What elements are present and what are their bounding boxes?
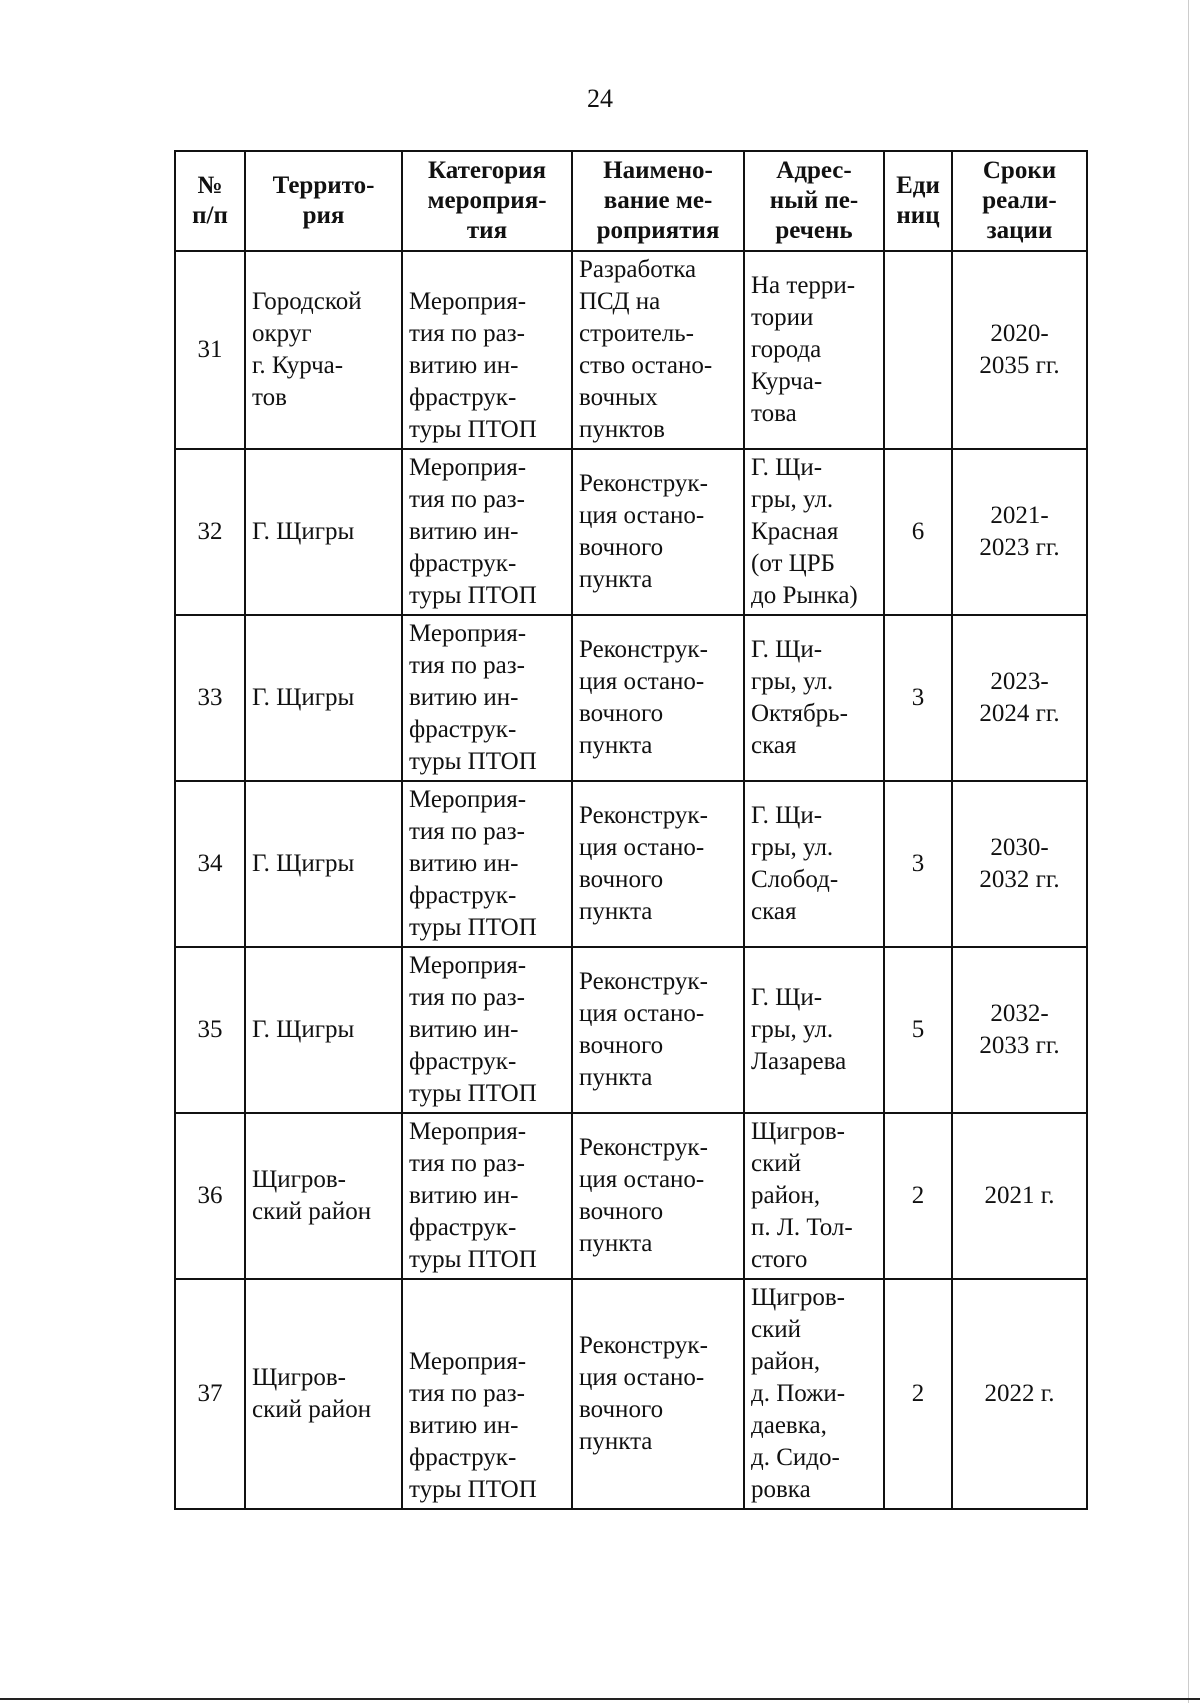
cell-address: На терри- тории города Курча- това	[744, 251, 884, 449]
cell-units: 3	[884, 781, 952, 947]
cell-address: Щигров- ский район, д. Пожи- даевка, д. Сидо- ровка	[744, 1279, 884, 1509]
table-row	[175, 781, 1087, 947]
table-header-row	[175, 151, 1087, 251]
cell-territory: Городской округ г. Курча- тов	[245, 251, 402, 449]
cell-address: Г. Щи- гры, ул. Лазарева	[744, 947, 884, 1113]
cell-period: 2020- 2035 гг.	[952, 251, 1087, 449]
cell-units: 2	[884, 1113, 952, 1279]
header-units: Еди ниц	[884, 151, 952, 251]
cell-period: 2021 г.	[952, 1113, 1087, 1279]
cell-units: 2	[884, 1279, 952, 1509]
cell-units: 6	[884, 449, 952, 615]
cell-number: 31	[175, 251, 245, 449]
cell-address: Г. Щи- гры, ул. Слобод- ская	[744, 781, 884, 947]
cell-number: 33	[175, 615, 245, 781]
table-row	[175, 615, 1087, 781]
scan-edge-line	[1188, 0, 1189, 1703]
cell-number: 35	[175, 947, 245, 1113]
cell-number: 32	[175, 449, 245, 615]
cell-territory: Г. Щигры	[245, 615, 402, 781]
cell-address: Г. Щи- гры, ул. Октябрь- ская	[744, 615, 884, 781]
table-row	[175, 1279, 1087, 1509]
cell-name: Реконструк- ция остано- вочного пункта	[572, 615, 744, 781]
cell-number: 36	[175, 1113, 245, 1279]
cell-period: 2030- 2032 гг.	[952, 781, 1087, 947]
cell-category: Мероприя- тия по раз- витию ин- фраструк- туры ПТОП	[402, 615, 572, 781]
cell-category: Мероприя- тия по раз- витию ин- фраструк- туры ПТОП	[402, 1279, 572, 1509]
cell-name: Разработка ПСД на строитель- ство остано- вочных пунктов	[572, 251, 744, 449]
cell-units	[884, 251, 952, 449]
cell-period: 2023- 2024 гг.	[952, 615, 1087, 781]
cell-address: Г. Щи- гры, ул. Красная (от ЦРБ до Рынка)	[744, 449, 884, 615]
cell-units: 3	[884, 615, 952, 781]
cell-name: Реконструк- ция остано- вочного пункта	[572, 781, 744, 947]
cell-category: Мероприя- тия по раз- витию ин- фраструк- туры ПТОП	[402, 947, 572, 1113]
cell-category: Мероприя- тия по раз- витию ин- фраструк- туры ПТОП	[402, 781, 572, 947]
cell-address: Щигров- ский район, п. Л. Тол- стого	[744, 1113, 884, 1279]
cell-category: Мероприя- тия по раз- витию ин- фраструк- туры ПТОП	[402, 1113, 572, 1279]
cell-territory: Щигров- ский район	[245, 1113, 402, 1279]
header-address: Адрес- ный пе- речень	[744, 151, 884, 251]
header-category: Категория мероприя- тия	[402, 151, 572, 251]
cell-territory: Г. Щигры	[245, 947, 402, 1113]
cell-name: Реконструк- ция остано- вочного пункта	[572, 1113, 744, 1279]
header-number: № п/п	[175, 151, 245, 251]
header-period: Сроки реали- зации	[952, 151, 1087, 251]
cell-period: 2032- 2033 гг.	[952, 947, 1087, 1113]
cell-territory: Г. Щигры	[245, 781, 402, 947]
cell-territory: Щигров- ский район	[245, 1279, 402, 1509]
cell-name: Реконструк- ция остано- вочного пункта	[572, 1279, 744, 1509]
cell-period: 2021- 2023 гг.	[952, 449, 1087, 615]
table-row	[175, 449, 1087, 615]
page-number: 24	[587, 84, 613, 113]
cell-number: 37	[175, 1279, 245, 1509]
header-territory: Террито- рия	[245, 151, 402, 251]
table-row	[175, 1113, 1087, 1279]
table-row	[175, 251, 1087, 449]
cell-territory: Г. Щигры	[245, 449, 402, 615]
cell-category: Мероприя- тия по раз- витию ин- фраструк- туры ПТОП	[402, 449, 572, 615]
cell-category: Мероприя- тия по раз- витию ин- фраструк- туры ПТОП	[402, 251, 572, 449]
cell-name: Реконструк- ция остано- вочного пункта	[572, 947, 744, 1113]
cell-period: 2022 г.	[952, 1279, 1087, 1509]
header-name: Наимено- вание ме- роприятия	[572, 151, 744, 251]
cell-units: 5	[884, 947, 952, 1113]
cell-name: Реконструк- ция остано- вочного пункта	[572, 449, 744, 615]
cell-number: 34	[175, 781, 245, 947]
table-row	[175, 947, 1087, 1113]
measures-table	[174, 150, 1088, 1510]
scan-bottom-line	[0, 1698, 1200, 1700]
